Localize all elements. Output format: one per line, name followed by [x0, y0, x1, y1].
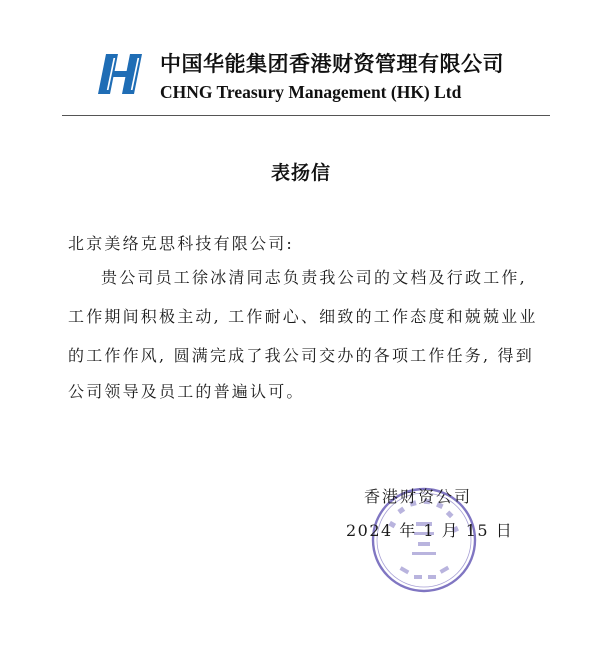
hn-logo-icon: [96, 52, 152, 96]
header-divider: [62, 115, 550, 116]
body-line: 贵公司员工徐冰清同志负责我公司的文档及行政工作,: [101, 268, 527, 287]
signature-date: 2024 年 1 月 15 日: [346, 521, 514, 540]
letter-title: 表扬信: [270, 162, 331, 184]
body-line: 公司领导及员工的普遍认可。: [68, 382, 305, 401]
org-name-en: CHNG Treasury Management (HK) Ltd: [160, 82, 462, 102]
org-name-cn: 中国华能集团香港财资管理有限公司: [160, 52, 504, 76]
salutation: 北京美络克思科技有限公司:: [68, 234, 294, 253]
body-line: 的工作作风, 圆满完成了我公司交办的各项工作任务, 得到: [68, 346, 534, 365]
body-line: 工作期间积极主动, 工作耐心、细致的工作态度和兢兢业业: [68, 307, 538, 326]
signature-organization: 香港财资公司: [364, 487, 473, 506]
